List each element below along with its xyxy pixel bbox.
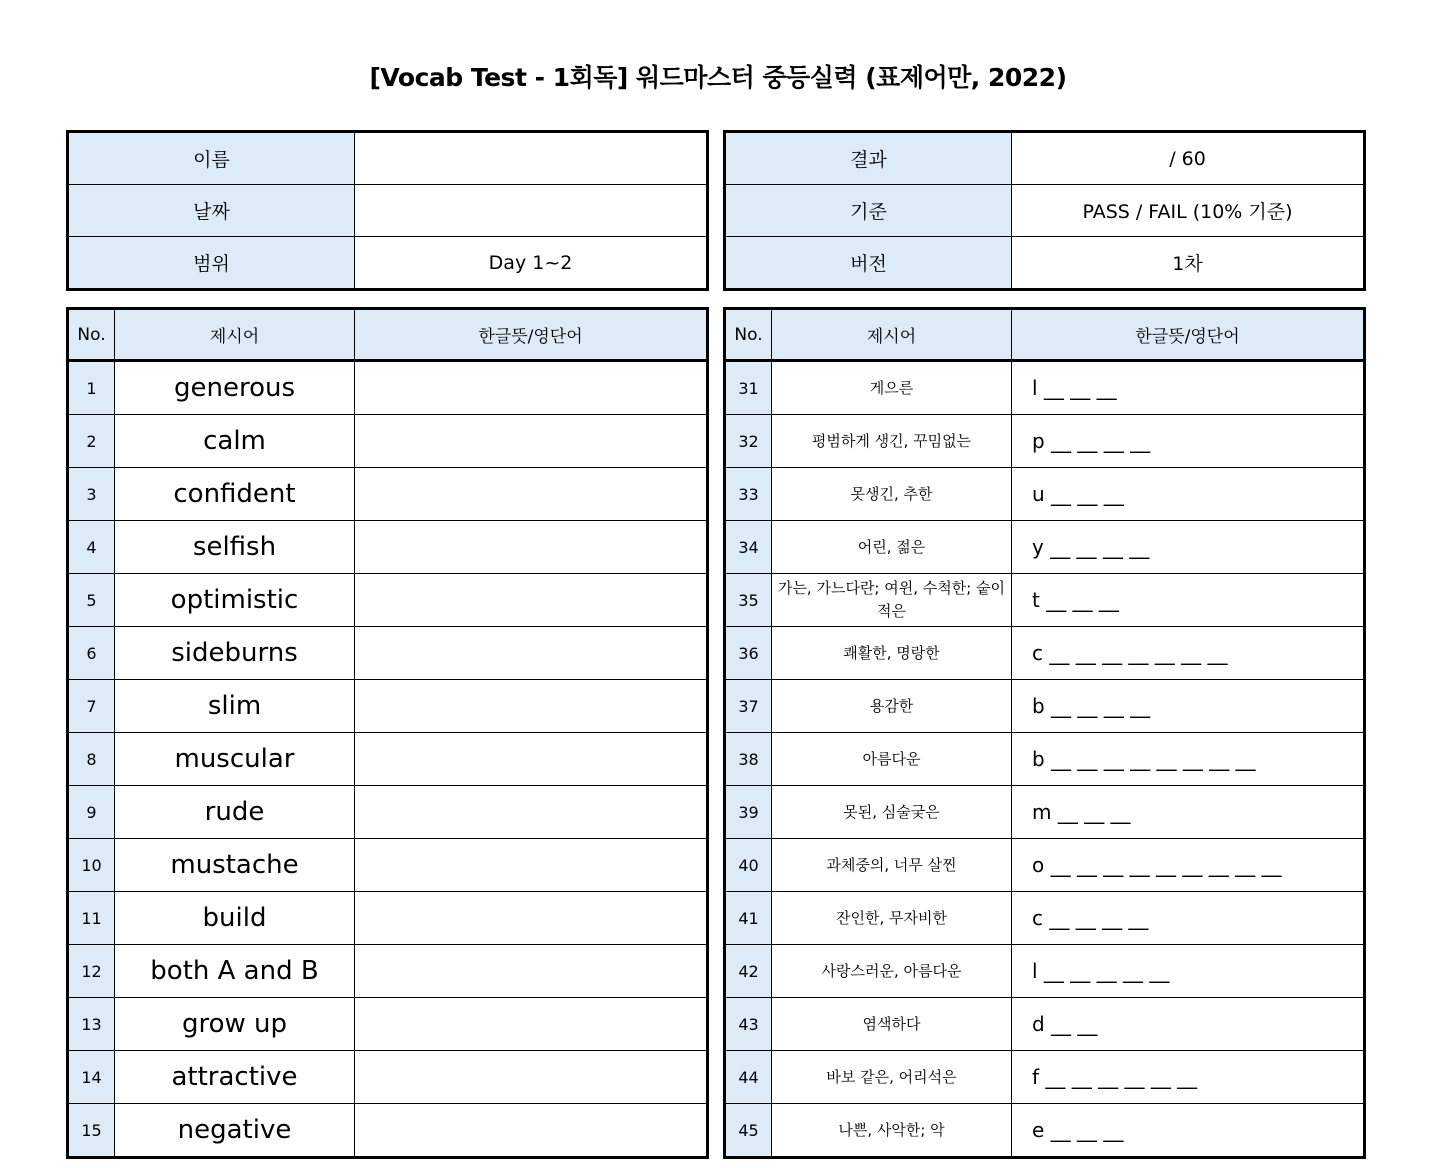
answer-field[interactable] xyxy=(355,998,708,1051)
answer-field[interactable] xyxy=(355,521,708,574)
prompt-meaning: 과체중의, 너무 살찐 xyxy=(772,839,1012,892)
table-header xyxy=(68,309,708,361)
answer-field[interactable] xyxy=(355,945,708,998)
table-row xyxy=(68,361,708,415)
name-field[interactable] xyxy=(355,132,708,185)
question-number: 1 xyxy=(68,361,115,415)
table-row xyxy=(68,680,708,733)
prompt-word: selfish xyxy=(115,521,355,574)
answer-hint-field[interactable]: o __ __ __ __ __ __ __ __ __ xyxy=(1012,839,1365,892)
table-row xyxy=(68,1104,708,1158)
prompt-meaning: 못된, 심술궂은 xyxy=(772,786,1012,839)
table-row xyxy=(725,361,1365,415)
date-field[interactable] xyxy=(355,185,708,237)
prompt-meaning: 가는, 가느다란; 여윈, 수척한; 숱이 적은 xyxy=(772,574,1012,627)
question-number: 15 xyxy=(68,1104,115,1158)
column-header-answer: 한글뜻/영단어 xyxy=(1012,309,1365,361)
table-row xyxy=(725,786,1365,839)
question-number: 13 xyxy=(68,998,115,1051)
question-number: 14 xyxy=(68,1051,115,1104)
column-header-no: No. xyxy=(725,309,772,361)
table-row xyxy=(68,945,708,998)
prompt-meaning: 못생긴, 추한 xyxy=(772,468,1012,521)
table-row xyxy=(725,521,1365,574)
table-header xyxy=(725,309,1365,361)
table-row xyxy=(68,574,708,627)
question-number: 9 xyxy=(68,786,115,839)
answer-hint-field[interactable]: l __ __ __ xyxy=(1012,361,1365,415)
question-number: 39 xyxy=(725,786,772,839)
question-number: 40 xyxy=(725,839,772,892)
english-words-table xyxy=(66,307,709,1159)
answer-hint-field[interactable]: e __ __ __ xyxy=(1012,1104,1365,1158)
answer-field[interactable] xyxy=(355,468,708,521)
question-number: 32 xyxy=(725,415,772,468)
question-number: 43 xyxy=(725,998,772,1051)
prompt-word: optimistic xyxy=(115,574,355,627)
prompt-word: slim xyxy=(115,680,355,733)
answer-hint-field[interactable]: d __ __ xyxy=(1012,998,1365,1051)
question-number: 3 xyxy=(68,468,115,521)
question-number: 4 xyxy=(68,521,115,574)
version-value: 1차 xyxy=(1012,237,1365,290)
prompt-word: rude xyxy=(115,786,355,839)
prompt-meaning: 염색하다 xyxy=(772,998,1012,1051)
answer-field[interactable] xyxy=(355,680,708,733)
info-row-range xyxy=(68,237,708,290)
prompt-word: build xyxy=(115,892,355,945)
question-number: 11 xyxy=(68,892,115,945)
question-number: 34 xyxy=(725,521,772,574)
answer-hint-field[interactable]: c __ __ __ __ __ __ __ xyxy=(1012,627,1365,680)
column-header-no: No. xyxy=(68,309,115,361)
student-info-table xyxy=(66,130,709,291)
answer-field[interactable] xyxy=(355,574,708,627)
korean-meanings-table xyxy=(723,307,1366,1159)
question-number: 44 xyxy=(725,1051,772,1104)
table-row xyxy=(725,680,1365,733)
answer-field[interactable] xyxy=(355,1051,708,1104)
prompt-word: both A and B xyxy=(115,945,355,998)
answer-field[interactable] xyxy=(355,415,708,468)
question-number: 6 xyxy=(68,627,115,680)
question-number: 10 xyxy=(68,839,115,892)
answer-hint-field[interactable]: t __ __ __ xyxy=(1012,574,1365,627)
prompt-meaning: 용감한 xyxy=(772,680,1012,733)
info-row-date xyxy=(68,185,708,237)
question-number: 36 xyxy=(725,627,772,680)
answer-hint-field[interactable]: c __ __ __ __ xyxy=(1012,892,1365,945)
question-number: 41 xyxy=(725,892,772,945)
answer-hint-field[interactable]: y __ __ __ __ xyxy=(1012,521,1365,574)
answer-field[interactable] xyxy=(355,1104,708,1158)
prompt-meaning: 게으른 xyxy=(772,361,1012,415)
question-number: 8 xyxy=(68,733,115,786)
prompt-word: confident xyxy=(115,468,355,521)
prompt-word: grow up xyxy=(115,998,355,1051)
column-header-prompt: 제시어 xyxy=(772,309,1012,361)
table-row xyxy=(68,998,708,1051)
info-row-result xyxy=(725,132,1365,185)
answer-hint-field[interactable]: b __ __ __ __ __ __ __ __ xyxy=(1012,733,1365,786)
answer-field[interactable] xyxy=(355,733,708,786)
prompt-meaning: 평범하게 생긴, 꾸밈없는 xyxy=(772,415,1012,468)
question-number: 2 xyxy=(68,415,115,468)
table-row xyxy=(725,574,1365,627)
column-header-answer: 한글뜻/영단어 xyxy=(355,309,708,361)
info-label: 기준 xyxy=(725,185,1012,237)
table-row xyxy=(68,627,708,680)
prompt-word: mustache xyxy=(115,839,355,892)
info-label: 버전 xyxy=(725,237,1012,290)
table-row xyxy=(68,468,708,521)
table-row xyxy=(725,627,1365,680)
result-info-table xyxy=(723,130,1366,291)
answer-field[interactable] xyxy=(355,892,708,945)
info-label: 날짜 xyxy=(68,185,355,237)
answer-hint-field[interactable]: l __ __ __ __ __ xyxy=(1012,945,1365,998)
table-row xyxy=(68,415,708,468)
answer-field[interactable] xyxy=(355,627,708,680)
table-row xyxy=(725,998,1365,1051)
question-number: 42 xyxy=(725,945,772,998)
answer-hint-field[interactable]: b __ __ __ __ xyxy=(1012,680,1365,733)
question-number: 7 xyxy=(68,680,115,733)
prompt-word: negative xyxy=(115,1104,355,1158)
table-row xyxy=(68,521,708,574)
criteria-value: PASS / FAIL (10% 기준) xyxy=(1012,185,1365,237)
prompt-word: calm xyxy=(115,415,355,468)
answer-field[interactable] xyxy=(355,786,708,839)
question-number: 5 xyxy=(68,574,115,627)
info-label: 이름 xyxy=(68,132,355,185)
table-row xyxy=(725,415,1365,468)
answer-field[interactable] xyxy=(355,361,708,415)
answer-field[interactable] xyxy=(355,839,708,892)
question-number: 33 xyxy=(725,468,772,521)
info-label: 범위 xyxy=(68,237,355,290)
table-row xyxy=(725,733,1365,786)
table-row xyxy=(725,892,1365,945)
column-header-prompt: 제시어 xyxy=(115,309,355,361)
question-number: 37 xyxy=(725,680,772,733)
question-number: 31 xyxy=(725,361,772,415)
table-row xyxy=(725,945,1365,998)
prompt-word: generous xyxy=(115,361,355,415)
question-number: 12 xyxy=(68,945,115,998)
table-row xyxy=(68,733,708,786)
range-value: Day 1~2 xyxy=(355,237,708,290)
prompt-word: sideburns xyxy=(115,627,355,680)
prompt-meaning: 쾌활한, 명랑한 xyxy=(772,627,1012,680)
answer-hint-field[interactable]: f __ __ __ __ __ __ xyxy=(1012,1051,1365,1104)
info-row-name xyxy=(68,132,708,185)
table-row xyxy=(68,892,708,945)
table-row xyxy=(725,839,1365,892)
table-row xyxy=(725,1104,1365,1158)
prompt-meaning: 잔인한, 무자비한 xyxy=(772,892,1012,945)
prompt-meaning: 어린, 젊은 xyxy=(772,521,1012,574)
table-row xyxy=(68,786,708,839)
table-row xyxy=(68,839,708,892)
result-value[interactable]: / 60 xyxy=(1012,132,1365,185)
table-row xyxy=(68,1051,708,1104)
prompt-meaning: 사랑스러운, 아름다운 xyxy=(772,945,1012,998)
question-number: 45 xyxy=(725,1104,772,1158)
answer-hint-field[interactable]: u __ __ __ xyxy=(1012,468,1365,521)
table-row xyxy=(725,1051,1365,1104)
answer-hint-field[interactable]: p __ __ __ __ xyxy=(1012,415,1365,468)
table-row xyxy=(725,468,1365,521)
prompt-meaning: 나쁜, 사악한; 악 xyxy=(772,1104,1012,1158)
question-number: 38 xyxy=(725,733,772,786)
prompt-meaning: 바보 같은, 어리석은 xyxy=(772,1051,1012,1104)
prompt-meaning: 아름다운 xyxy=(772,733,1012,786)
page-title: [Vocab Test - 1회독] 워드마스터 중등실력 (표제어만, 2022) xyxy=(369,63,1067,92)
answer-hint-field[interactable]: m __ __ __ xyxy=(1012,786,1365,839)
prompt-word: muscular xyxy=(115,733,355,786)
info-row-version xyxy=(725,237,1365,290)
info-row-criteria xyxy=(725,185,1365,237)
question-number: 35 xyxy=(725,574,772,627)
prompt-word: attractive xyxy=(115,1051,355,1104)
info-label: 결과 xyxy=(725,132,1012,185)
